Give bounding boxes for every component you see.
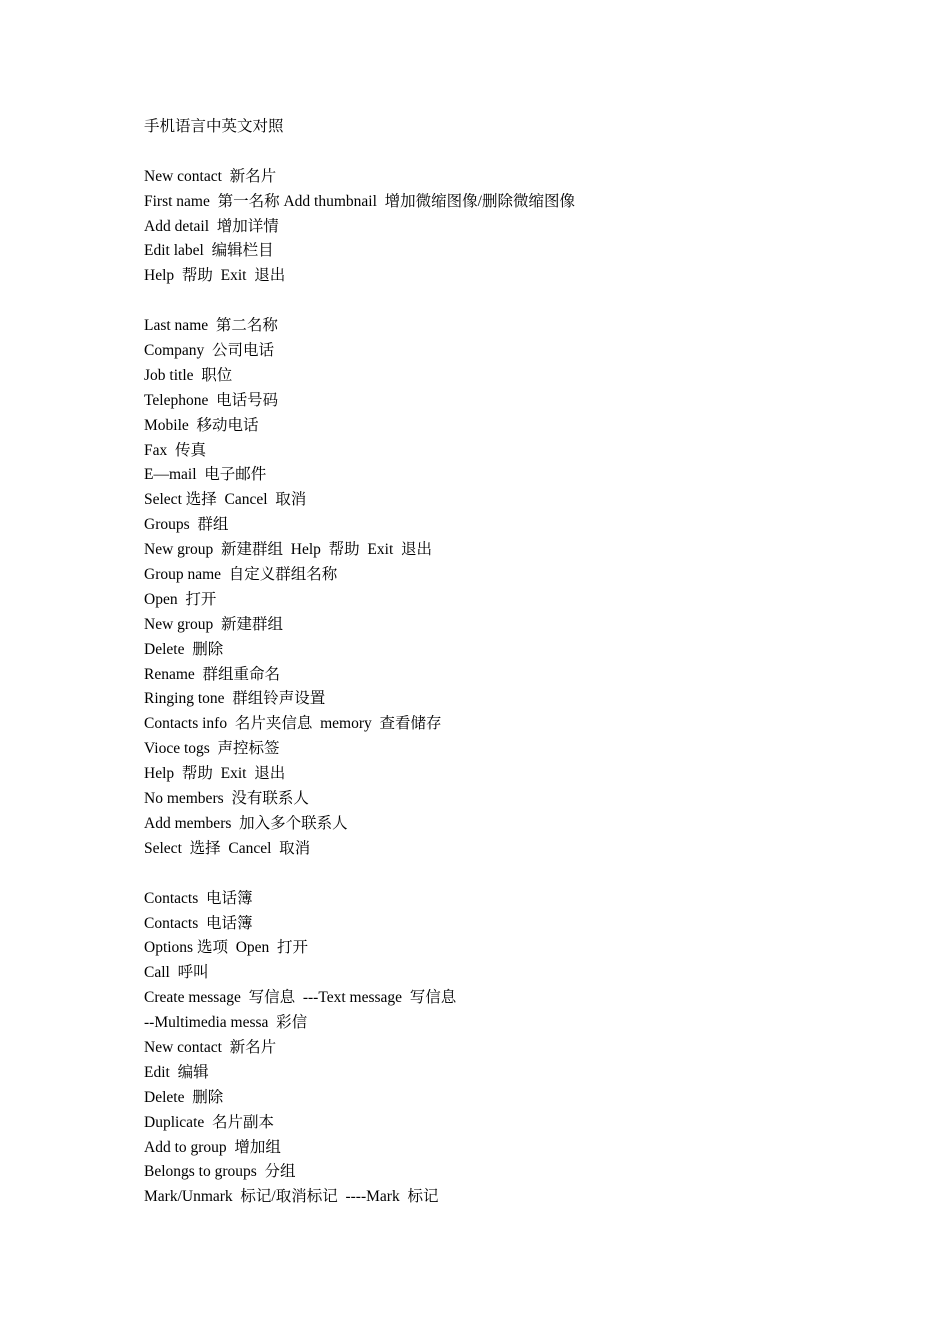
blank-line	[144, 289, 575, 314]
text-line: No members 没有联系人	[144, 790, 309, 808]
text-line: Contacts info 名片夹信息 memory 查看储存	[144, 715, 442, 733]
text-line: New contact 新名片	[144, 167, 277, 185]
text-line: Contacts 电话簿	[144, 889, 253, 907]
document-body	[144, 115, 575, 1210]
section-contacts-options	[144, 887, 575, 1211]
text-line: --Multimedia messa 彩信	[144, 1014, 308, 1032]
text-line: New group 新建群组	[144, 615, 284, 633]
text-line: Rename 群组重命名	[144, 665, 281, 683]
text-line: Add members 加入多个联系人	[144, 814, 348, 832]
text-line: Company 公司电话	[144, 342, 275, 360]
text-line: First name 第一名称 Add thumbnail 增加微缩图像/删除微缩图像	[144, 192, 575, 210]
text-line: Add detail 增加详情	[144, 217, 279, 235]
text-line: Add to group 增加组	[144, 1138, 281, 1156]
text-line: Vioce togs 声控标签	[144, 740, 280, 758]
text-line: New contact 新名片	[144, 1038, 277, 1056]
blank-line	[144, 140, 575, 165]
text-line: Create message 写信息 ---Text message 写信息	[144, 989, 457, 1007]
section-new-contact	[144, 165, 575, 289]
text-line: Belongs to groups 分组	[144, 1163, 296, 1181]
text-line: Telephone 电话号码	[144, 391, 279, 409]
text-line: E—mail 电子邮件	[144, 466, 267, 484]
text-line: Help 帮助 Exit 退出	[144, 765, 286, 783]
text-line: Groups 群组	[144, 516, 229, 534]
text-line: Duplicate 名片副本	[144, 1113, 275, 1131]
text-line: Options 选项 Open 打开	[144, 939, 309, 957]
text-line: Ringing tone 群组铃声设置	[144, 690, 326, 708]
text-line: Contacts 电话簿	[144, 914, 253, 932]
text-line: Mobile 移动电话	[144, 416, 259, 434]
section-contact-fields	[144, 314, 575, 862]
text-line: Job title 职位	[144, 366, 233, 384]
text-line: Call 呼叫	[144, 964, 209, 982]
blank-line	[144, 862, 575, 887]
text-line: Group name 自定义群组名称	[144, 566, 338, 584]
document-title: 手机语言中英文对照	[144, 118, 284, 135]
text-line: New group 新建群组 Help 帮助 Exit 退出	[144, 541, 433, 559]
text-line: Delete 删除	[144, 1088, 224, 1106]
text-line: Edit 编辑	[144, 1063, 209, 1081]
text-line: Delete 删除	[144, 640, 224, 658]
text-line: Edit label 编辑栏目	[144, 242, 274, 260]
text-line: Last name 第二名称	[144, 317, 278, 335]
text-line: Fax 传真	[144, 441, 207, 459]
text-line: Open 打开	[144, 590, 217, 608]
text-line: Help 帮助 Exit 退出	[144, 267, 286, 285]
text-line: Select 选择 Cancel 取消	[144, 839, 311, 857]
text-line: Mark/Unmark 标记/取消标记 ----Mark 标记	[144, 1188, 439, 1206]
text-line: Select 选择 Cancel 取消	[144, 491, 307, 509]
